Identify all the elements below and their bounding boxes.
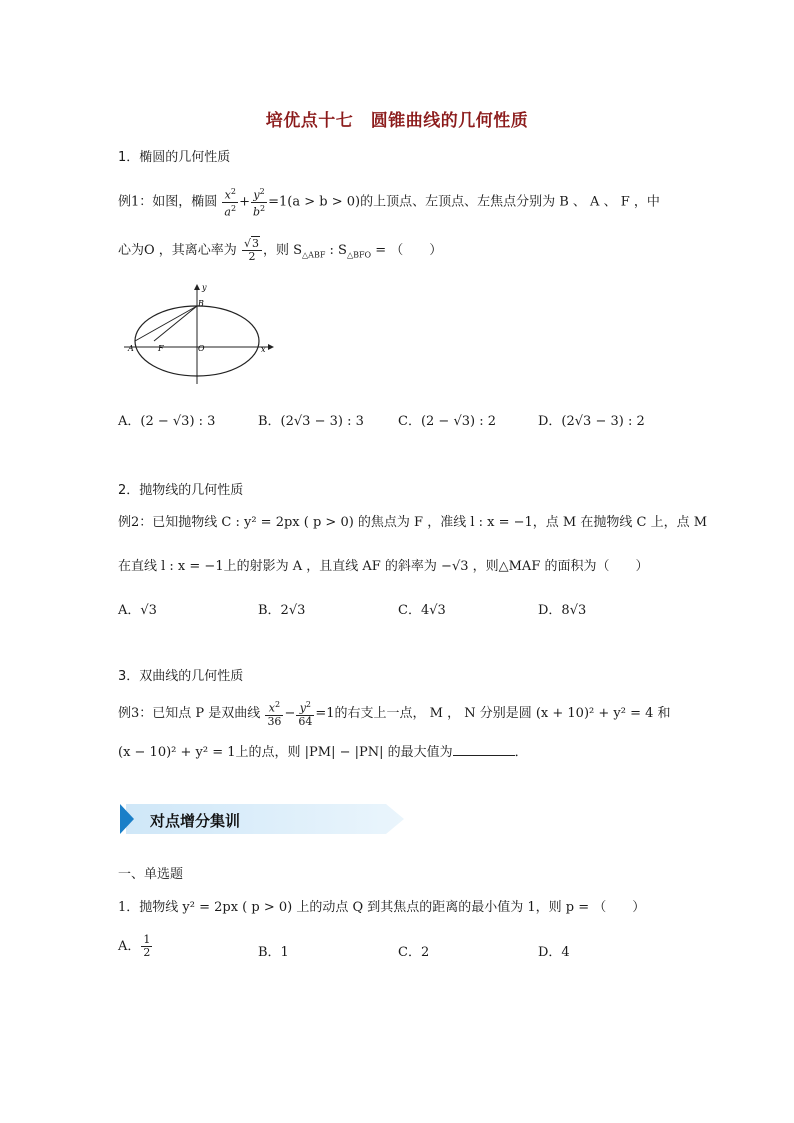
banner-label: 对点增分集训 <box>150 812 241 830</box>
q1-option-a-num: 1 <box>143 933 151 946</box>
x-axis-arrow <box>268 344 274 350</box>
section-heading-ellipse: 1．椭圆的几何性质 <box>118 150 231 165</box>
example1-label: 例1：如图，椭圆 <box>118 194 218 210</box>
example3-line2 <box>118 743 528 763</box>
section-heading-parabola: 2．抛物线的几何性质 <box>118 483 244 498</box>
label-O: O <box>198 344 205 353</box>
example1-line2: 心为O ，其离心率为 $\frac{√3}{2}$ ，则 $S_{\triangle ABF}$ : $S_{\triangle BFO}$ = （ ） <box>118 237 443 263</box>
segment-FB <box>154 306 197 341</box>
example3-line1: 例3：已知点 P 是双曲线 $\frac{x^2}{36}$ − $\frac{y^2}{64}$ =1的右支上一点， M ， N 分别是圆 (x + 10)² + y² = 4 和 <box>118 700 671 728</box>
example1-line2c: ，则 S <box>262 243 303 258</box>
example1-condition: =1(a > b > 0)的上顶点、左顶点、左焦点分别为 <box>268 194 556 210</box>
ex2-option-a: A．√3 <box>118 603 157 618</box>
q1-option-a-den: 2 <box>143 946 151 959</box>
label-x: x <box>261 345 266 354</box>
single-choice-heading: 一、单选题 <box>118 867 184 882</box>
label-A: A <box>128 344 134 353</box>
example1-points: B 、 A 、 F ，中 <box>559 194 660 210</box>
ex1-option-c: C．(2 − √3) : 2 <box>398 414 496 429</box>
ex1-option-a: A．(2 − √3) : 3 <box>118 414 216 429</box>
section-heading-hyperbola: 3．双曲线的几何性质 <box>118 669 244 684</box>
segment-AB <box>135 306 197 341</box>
fraction-sqrt3-2: $\frac{√3}{2}$ <box>242 238 262 263</box>
page-title: 培优点十七 圆锥曲线的几何性质 <box>265 111 529 131</box>
q1-option-d: D．4 <box>538 945 570 960</box>
fraction-one-half <box>141 934 152 959</box>
y-axis-arrow <box>194 284 200 290</box>
fraction-y2-64: $\frac{y^2}{64}$ <box>298 700 313 728</box>
answer-blank <box>453 743 515 756</box>
question1-text: 1．抛物线 y² = 2px ( p > 0) 上的动点 Q 到其焦点的距离的最小值为 1，则 p = （ ） <box>118 900 646 915</box>
example1-line2a: 心为 <box>118 243 145 258</box>
fraction-x2-36: $\frac{x^2}{36}$ <box>267 700 282 728</box>
ex2-option-d: D．8√3 <box>538 603 587 618</box>
ex1-option-b: B．(2√3 − 3) : 3 <box>258 414 364 429</box>
example2-line2: 在直线 l : x = −1上的射影为 A ，且直线 AF 的斜率为 −√3 ，则△MAF 的面积为（ ） <box>118 559 649 574</box>
q1-option-a-prefix: A． <box>118 939 141 954</box>
ex2-option-c: C．4√3 <box>398 603 446 618</box>
q1-option-b: B．1 <box>258 945 289 960</box>
example3-line1b: =1的右支上一点， M ， N 分别是圆 (x + 10)² + y² = 4 和 <box>315 705 671 721</box>
q1-option-c: C．2 <box>398 945 430 960</box>
example2-line1: 例2：已知抛物线 C : y² = 2px ( p > 0) 的焦点为 F ，准线 l : x = −1，点 M 在抛物线 C 上，点 M <box>118 515 708 530</box>
ex1-option-d: D．(2√3 − 3) : 2 <box>538 414 645 429</box>
example1-line1: 例1：如图，椭圆 $\frac{x^2}{a^2}$ + $\frac{y^2}{b^2}$ =1(a > b > 0)的上顶点、左顶点、左焦点分别为 B 、 A 、 F ，中 <box>118 187 660 219</box>
label-F: F <box>158 344 164 353</box>
ellipse-figure <box>118 280 278 388</box>
q1-option-a <box>118 934 153 959</box>
label-B: B <box>198 299 204 308</box>
example3-line2-text: (x − 10)² + y² = 1上的点，则 |PM| − |PN| 的最大值为 <box>118 745 453 760</box>
example1-line2b: O ，其离心率为 <box>144 243 237 258</box>
example3-line1a: 例3：已知点 P 是双曲线 <box>118 705 261 721</box>
fraction-y2-b2: $\frac{y^2}{b^2}$ <box>252 187 266 219</box>
ex2-option-b: B．2√3 <box>258 603 306 618</box>
label-y: y <box>202 283 207 292</box>
example3-line2-end: ． <box>514 745 528 760</box>
example1-answer-paren: （ ） <box>390 243 443 258</box>
fraction-x2-a2: $\frac{x^2}{a^2}$ <box>224 187 237 219</box>
